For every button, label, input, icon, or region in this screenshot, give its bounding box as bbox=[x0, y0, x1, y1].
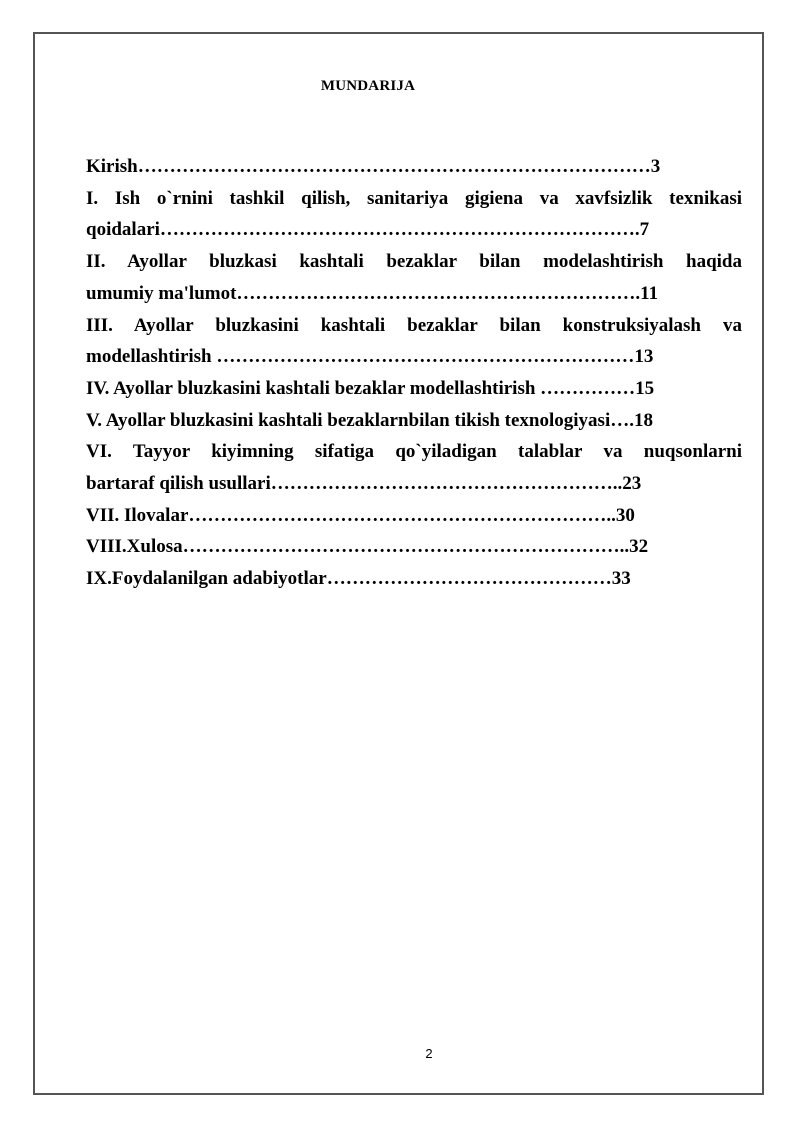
toc-entry-kirish bbox=[86, 151, 742, 183]
toc-line: VII. Ilovalar…………………………………………………………..30 bbox=[86, 504, 635, 526]
toc-entry-6 bbox=[86, 436, 742, 499]
toc-line: I. Ish o`rnini tashkil qilish, sanitariya gigiena va xavfsizlik texnikasi bbox=[86, 187, 742, 209]
toc-entry-9 bbox=[86, 563, 742, 595]
toc-line: modellashtirish …………………………………………………………13 bbox=[86, 346, 654, 368]
toc-entry-7 bbox=[86, 500, 742, 532]
page-number: 2 bbox=[425, 1046, 433, 1061]
toc-line: Kirish………………………………………………………………………3 bbox=[86, 156, 661, 177]
toc-line: qoidalari………………………………………………………………….7 bbox=[86, 219, 650, 241]
toc-line: umumiy ma'lumot……………………………………………………….11 bbox=[86, 282, 659, 304]
toc-line: VI. Tayyor kiyimning sifatiga qo`yiladigan talablar va nuqsonlarni bbox=[86, 441, 742, 463]
table-of-contents bbox=[86, 151, 742, 595]
toc-line: VIII.Xulosa……………………………………………………………..32 bbox=[86, 536, 649, 558]
toc-line: IV. Ayollar bluzkasini kashtali bezaklar modellashtirish ……………15 bbox=[86, 377, 655, 399]
toc-entry-5 bbox=[86, 405, 742, 437]
toc-entry-2 bbox=[86, 246, 742, 309]
toc-line: II. Ayollar bluzkasi kashtali bezaklar bilan modelashtirish haqida bbox=[86, 251, 742, 273]
toc-line: bartaraf qilish usullari………………………………………………..23 bbox=[86, 473, 642, 495]
toc-entry-3 bbox=[86, 310, 742, 373]
toc-entry-8 bbox=[86, 531, 742, 563]
toc-entry-1 bbox=[86, 183, 742, 246]
toc-entry-4 bbox=[86, 373, 742, 405]
page-title: MUNDARIJA bbox=[320, 78, 416, 94]
toc-line: V. Ayollar bluzkasini kashtali bezaklarnbilan tikish texnologiyasi….18 bbox=[86, 409, 653, 431]
toc-line: III. Ayollar bluzkasini kashtali bezaklar bilan konstruksiyalash va bbox=[86, 314, 742, 336]
toc-line: IX.Foydalanilgan adabiyotlar………………………………………33 bbox=[86, 568, 631, 590]
